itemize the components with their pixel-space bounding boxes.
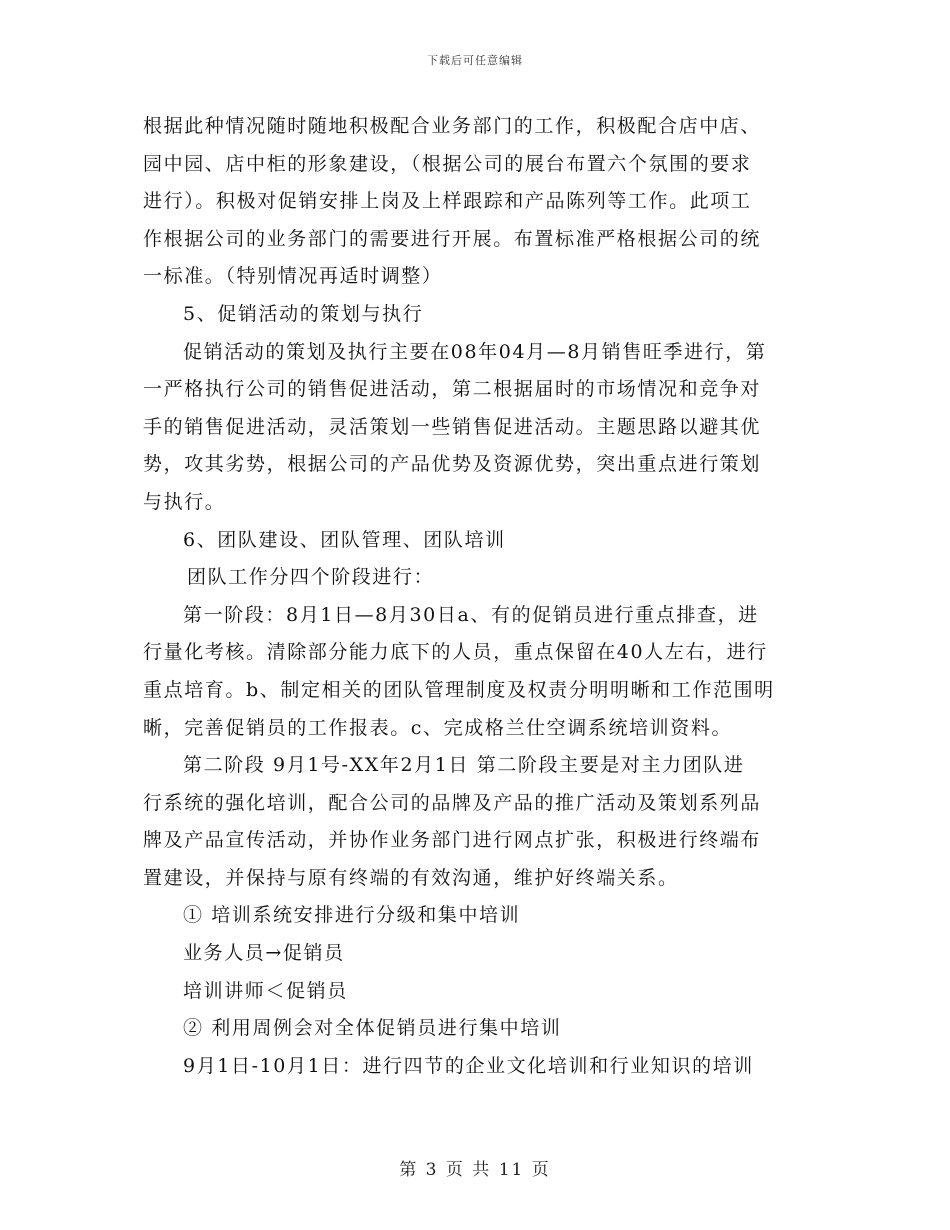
- body-line: 一标准。（特别情况再适时调整）: [143, 265, 443, 288]
- list-item: 培训讲师＜促销员: [183, 979, 348, 1002]
- list-item: ② 利用周例会对全体促销员进行集中培训: [183, 1017, 562, 1040]
- body-line: 置建设，并保持与原有终端的有效沟通，维护好终端关系。: [143, 866, 679, 889]
- body-line: 第二阶段 9月1号-XX年2月1日 第二阶段主要是对主力团队进: [183, 754, 745, 777]
- body-line: 行系统的强化培训，配合公司的品牌及产品的推广活动及策划系列品: [143, 791, 762, 814]
- page-header: 下载后可任意编辑: [427, 54, 523, 67]
- body-line: 势，攻其劣势，根据公司的产品优势及资源优势，突出重点进行策划: [143, 453, 762, 476]
- list-item: 业务人员→促销员: [183, 942, 345, 965]
- body-line: 重点培育。b、制定相关的团队管理制度及权责分明明晰和工作范围明: [143, 678, 775, 701]
- body-line: 作根据公司的业务部门的需要进行开展。布置标准严格根据公司的统: [143, 227, 762, 250]
- body-line: 进行）。积极对促销安排上岗及上样跟踪和产品陈列等工作。此项工: [143, 190, 752, 213]
- document-body: [143, 108, 808, 1085]
- body-line: 9月1日-10月1日：进行四节的企业文化培训和行业知识的培训: [183, 1054, 754, 1077]
- list-item: ① 培训系统安排进行分级和集中培训: [183, 904, 521, 927]
- body-line: 牌及产品宣传活动，并协作业务部门进行网点扩张，积极进行终端布: [143, 829, 762, 852]
- body-line: 园中园、店中柜的形象建设，（根据公司的展台布置六个氛围的要求: [143, 152, 752, 175]
- body-line: 手的销售促进活动，灵活策划一些销售促进活动。主题思路以避其优: [143, 415, 762, 438]
- body-line: 第一阶段：8月1日—8月30日a、有的促销员进行重点排查，进: [183, 603, 759, 626]
- page-footer: 第 3 页 共 11 页: [399, 1160, 551, 1180]
- body-line: 根据此种情况随时随地积极配合业务部门的工作，积极配合店中店、: [143, 115, 762, 137]
- body-line: 促销活动的策划及执行主要在08年04月—8月销售旺季进行，第: [183, 340, 767, 363]
- body-line: 行量化考核。清除部分能力底下的人员，重点保留在40人左右，进行: [143, 641, 768, 664]
- body-line: 一严格执行公司的销售促进活动，第二根据届时的市场情况和竞争对: [143, 378, 762, 401]
- body-line: 与执行。: [143, 490, 226, 513]
- section-heading: 6、团队建设、团队管理、团队培训: [183, 528, 506, 551]
- body-line: 晰，完善促销员的工作报表。c、完成格兰仕空调系统培训资料。: [143, 716, 733, 739]
- body-line: 团队工作分四个阶段进行：: [187, 566, 435, 589]
- section-heading: 5、促销活动的策划与执行: [183, 302, 424, 325]
